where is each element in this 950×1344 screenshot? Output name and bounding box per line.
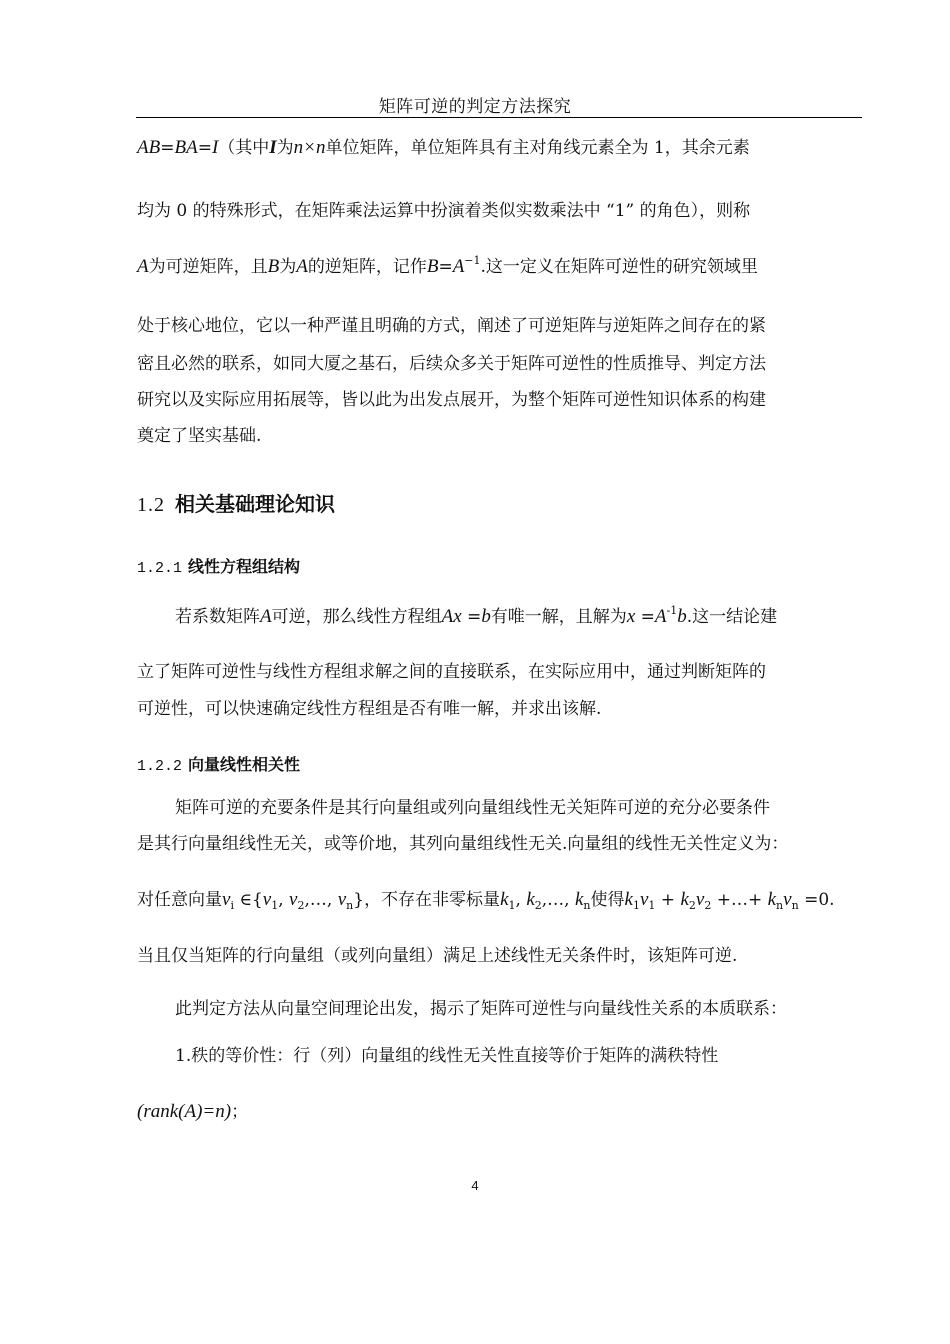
math-subscript: n [791,899,799,912]
math-superscript: −1 [464,254,481,267]
math-eq: = [197,138,212,158]
math-eq: = [635,607,655,627]
math-subscript: 1 [648,899,656,912]
math-subscript: 2 [704,899,712,912]
paragraph-line: 矩阵可逆的充要条件是其行向量组或列向量组线性无关矩阵可逆的充分必要条件 [175,798,770,818]
math-eq: = [160,138,175,158]
subsection-number: 1.2.1 [137,560,183,577]
math-k: k [526,889,535,910]
text-run: 单位矩阵，单位矩阵具有主对角线元素全为 1，其余元素 [325,138,750,158]
section-heading-1-2 [137,488,335,517]
definition-line-2: 均为 0 的特殊形式，在矩阵乘法运算中扮演着类似实数乘法中 “1” 的角色），则称 [137,201,751,221]
page-number: 4 [471,1178,479,1193]
section-number: 1.2 [137,494,165,516]
math-a: A [452,256,465,277]
text-run: .这一定义在矩阵可逆性的研究领域里 [480,257,758,277]
definition-line-6: 研究以及实际应用拓展等，皆以此为出发点展开，为整个矩阵可逆性知识体系的构建 [137,390,766,410]
text-run: 可逆，那么线性方程组 [271,607,442,627]
math-subscript: n [346,899,354,912]
math-b: b [481,606,491,627]
text-run: ； [231,1102,249,1122]
definition-line-3 [137,255,758,276]
math-comma: , [515,890,527,910]
text-run: 使得 [590,890,625,910]
definition-line-7: 奠定了坚实基础. [137,426,262,446]
math-subscript: i [230,899,234,912]
paragraph-line-vector-definition [137,890,835,911]
math-ellipsis: ,…, [304,890,338,910]
math-v: v [695,889,705,910]
text-run: .这一结论建 [686,607,778,627]
paragraph-line: 1.秩的等价性：行（列）向量组的线性无关性直接等价于矩阵的满秩特性 [175,1046,719,1066]
math-k: k [767,889,777,910]
subsection-title: 向量线性相关性 [188,755,301,774]
math-ax: Ax [441,606,462,627]
math-a: A [137,256,149,277]
math-k: k [680,889,689,910]
math-v: v [289,889,298,910]
math-v: v [222,889,231,910]
math-subscript: n [776,899,784,912]
math-a: A [654,606,667,627]
header-rule [136,117,862,118]
math-eq-zero: =0 [798,890,830,910]
math-k: k [624,889,633,910]
subsection-number: 1.2.2 [137,758,183,775]
math-brace: } [353,890,365,910]
math-rank: (rank(A)=n) [137,1101,232,1122]
text-run: 为 [276,138,294,158]
math-ba: BA [174,137,198,158]
math-subscript: 2 [534,899,542,912]
math-superscript: -1 [666,604,678,617]
subsection-heading-1-2-2 [137,752,300,775]
running-header: 矩阵可逆的判定方法探究 [378,97,572,117]
paragraph-line: 当且仅当矩阵的行向量组（或列向量组）满足上述线性无关条件时，该矩阵可逆. [137,946,738,966]
math-in: ∈ [233,890,252,910]
section-title: 相关基础理论知识 [175,492,335,516]
paragraph-line: 此判定方法从向量空间理论出发，揭示了矩阵可逆性与向量线性关系的本质联系： [175,999,787,1019]
text-run: ，不存在非零标量 [364,890,501,910]
subsection-heading-1-2-1 [137,554,300,577]
math-comma: , [278,890,290,910]
math-subscript: 1 [632,899,640,912]
math-k: k [574,889,584,910]
paragraph-line: 是其行向量组线性无关，或等价地，其列向量组线性无关.向量组的线性无关性定义为： [137,834,789,854]
text-run: 的逆矩阵，记作 [307,257,427,277]
math-subscript: 2 [688,899,696,912]
math-brace: { [251,890,263,910]
text-run: 为 [279,257,297,277]
math-a: A [260,606,272,627]
math-v: v [639,889,649,910]
math-k: k [500,889,509,910]
definition-line-1 [137,138,750,157]
math-v: v [337,889,347,910]
math-v: v [262,889,272,910]
definition-line-5: 密且必然的联系，如同大厦之基石，后续众多关于矩阵可逆性的性质推导、判定方法 [137,354,766,374]
math-plus: +…+ [711,890,768,910]
text-run: 对任意向量 [137,890,222,910]
text-run: 为可逆矩阵，且 [148,257,268,277]
subsection-title: 线性方程组结构 [188,557,301,576]
math-ellipsis: ,…, [541,890,575,910]
math-ab: AB [137,137,161,158]
math-n-times-n: n×n [293,137,326,158]
paragraph-line: 立了矩阵可逆性与线性方程组求解之间的直接联系，在实际应用中，通过判断矩阵的 [137,662,766,682]
math-plus: + [655,890,681,910]
math-x: x [626,606,636,627]
definition-line-4: 处于核心地位，它以一种严谨且明确的方式，阐述了可逆矩阵与逆矩阵之间存在的紧 [137,316,766,336]
text-run: 若系数矩阵 [175,607,260,627]
paragraph-line-rank [137,1102,248,1121]
text-run: 有唯一解，且解为 [490,607,627,627]
math-b: B [267,256,280,277]
paragraph-line [175,605,777,626]
math-subscript: 1 [508,899,516,912]
paragraph-line: 可逆性，可以快速确定线性方程组是否有唯一解，并求出该解. [137,699,602,719]
math-eq: = [461,607,482,627]
math-b: B [426,256,439,277]
math-subscript: n [583,899,591,912]
math-bold-i: I [269,137,277,158]
text-run: （其中 [218,138,270,158]
math-subscript: 2 [297,899,305,912]
text-run: . [829,890,835,910]
math-b: b [677,606,687,627]
math-a: A [296,256,308,277]
math-i: I [211,137,219,158]
math-v: v [783,889,792,910]
math-eq: = [438,257,453,277]
math-subscript: 1 [271,899,279,912]
